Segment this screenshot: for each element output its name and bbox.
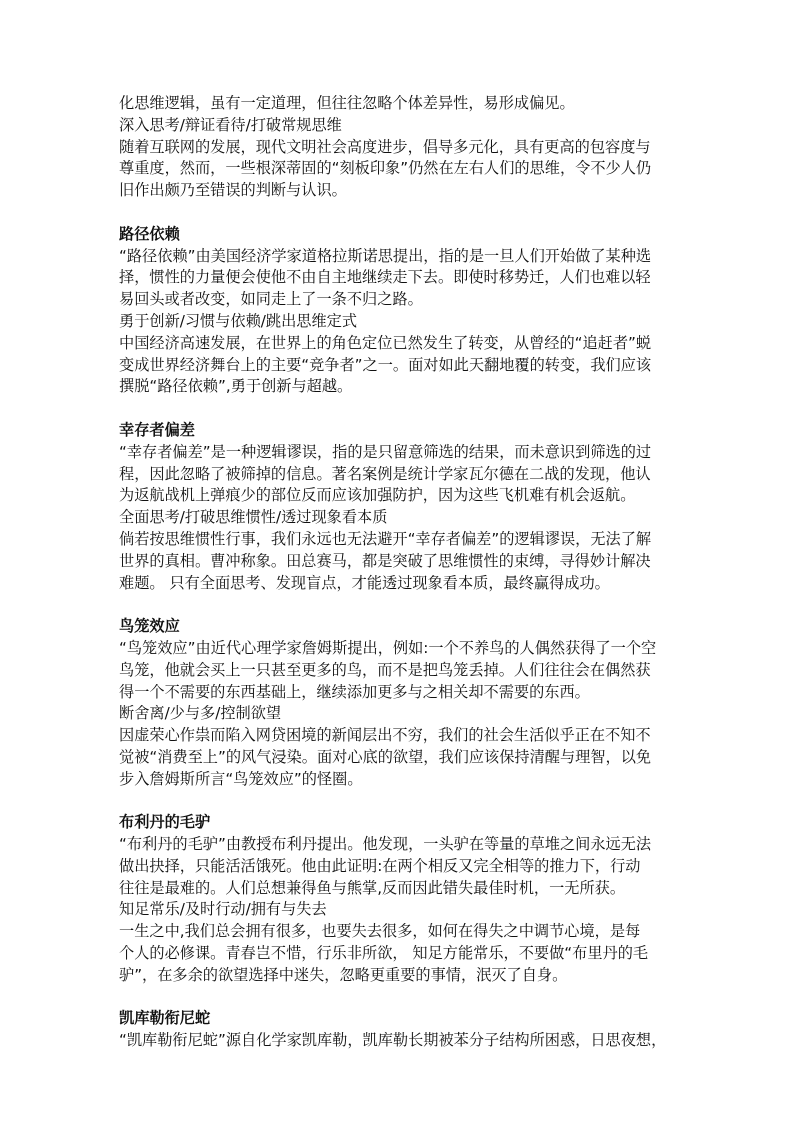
keywords-line: 全面思考/打破思维惯性/透过现象看本质 [119, 508, 388, 527]
text-line: 易回头或者改变，如同走上了一条不归之路。 [119, 290, 423, 309]
text-line: 觉被“消费至上”的风气浸染。面对心底的欲望，我们应该保持清醒与理智，以免 [119, 747, 652, 766]
section-heading: 鸟笼效应 [119, 617, 180, 636]
text-line: 择，惯性的力量便会使他不由自主地继续走下去。即使时移势迁，人们也难以轻 [119, 268, 651, 287]
text-line: “鸟笼效应”由近代心理学家詹姆斯提出，例如:一个不养鸟的人偶然获得了一个空 [119, 638, 657, 657]
text-line: 驴”，在多余的欲望选择中迷失，忽略更重要的事情，泯灭了自身。 [119, 965, 568, 984]
text-line: “布利丹的毛驴”由教授布利丹提出。他发现，一头驴在等量的草堆之间永远无法 [119, 835, 652, 854]
text-line: 化思维逻辑，虽有一定道理，但往往忽略个体差异性，易形成偏见。 [119, 94, 575, 112]
keywords-line: 知足常乐/及时行动/拥有与失去 [119, 900, 327, 919]
text-line: 倘若按思维惯性行事，我们永远也无法避开“幸存者偏差”的逻辑谬误，无法了解 [119, 529, 652, 548]
section-spacer [119, 202, 685, 224]
section-spacer [119, 594, 685, 616]
text-line: “凯库勒衔尼蛇”源自化学家凯库勒，凯库勒长期被苯分子结构所困惑，日思夜想， [119, 1031, 667, 1050]
text-line: 中国经济高速发展，在世界上的角色定位已然发生了转变，从曾经的“追赶者”蜕 [119, 333, 652, 352]
keywords-line: 深入思考/辩证看待/打破常规思维 [119, 115, 342, 134]
section-heading: 幸存者偏差 [119, 420, 195, 439]
text-line: 因虚荣心作祟而陷入网贷困境的新闻层出不穷，我们的社会生活似乎正在不知不 [119, 726, 651, 745]
section-spacer [119, 791, 685, 813]
document-page [119, 93, 685, 1052]
text-line: 变成世界经济舞台上的主要“竞争者”之一。面对如此天翻地覆的转变，我们应该 [119, 355, 652, 374]
section-birdcage-effect [119, 616, 685, 790]
text-line: 程，因此忽略了被筛掉的信息。著名案例是统计学家瓦尔德在二战的发现，他认 [119, 464, 651, 483]
text-line: 一生之中,我们总会拥有很多，也要失去很多，如何在得失之中调节心境，是每 [119, 922, 641, 941]
keywords-line: 断舍离/少与多/控制欲望 [119, 704, 282, 723]
section-heading: 路径依赖 [119, 224, 180, 243]
section-kekule-snake [119, 1008, 685, 1052]
text-line: 做出抉择，只能活活饿死。他由此证明:在两个相反又完全相等的推力下，行动 [119, 856, 641, 875]
section-spacer [119, 398, 685, 420]
section-spacer [119, 987, 685, 1009]
text-line: 个人的必修课。青春岂不惜，行乐非所欲， 知足方能常乐，不要做“布里丹的毛 [119, 944, 649, 963]
text-line: 世界的真相。曹冲称象。田总赛马，都是突破了思维惯性的束缚，寻得妙计解决 [119, 551, 651, 570]
text-line: 难题。 只有全面思考、发现盲点，才能透过现象看本质，最终赢得成功。 [119, 573, 610, 592]
text-line: 随着互联网的发展，现代文明社会高度进步，倡导多元化，具有更高的包容度与 [119, 137, 651, 156]
text-line: 步入詹姆斯所言“鸟笼效应”的怪圈。 [119, 769, 363, 788]
text-line: 得一个不需要的东西基础上，继续添加更多与之相关却不需要的东西。 [119, 682, 590, 701]
text-line: “路径依赖”由美国经济学家道格拉斯诺思提出，指的是一旦人们开始做了某种选 [119, 246, 652, 265]
text-line: 尊重度，然而，一些根深蒂固的“刻板印象”仍然在左右人们的思维，令不少人仍 [119, 159, 652, 178]
intro-section [119, 93, 685, 202]
section-survivorship-bias [119, 420, 685, 594]
text-line: “幸存者偏差”是一种逻辑谬误，指的是只留意筛选的结果，而未意识到筛选的过 [119, 442, 652, 461]
text-line: 撰脱“路径依赖”,勇于创新与超越。 [119, 377, 353, 396]
text-line: 为返航战机上弹痕少的部位反而应该加强防护，因为这些飞机难有机会返航。 [119, 486, 636, 505]
section-heading: 凯库勒衔尼蛇 [119, 1009, 211, 1028]
text-line: 往往是最难的。人们总想兼得鱼与熊掌,反而因此错失最佳时机，一无所获。 [119, 878, 626, 897]
keywords-line: 勇于创新/习惯与依赖/跳出思维定式 [119, 311, 358, 330]
section-buridans-donkey [119, 812, 685, 986]
text-line: 鸟笼，他就会买上一只甚至更多的鸟，而不是把鸟笼丢掉。人们往往会在偶然获 [119, 660, 651, 679]
section-heading: 布利丹的毛驴 [119, 813, 211, 832]
section-path-dependence [119, 224, 685, 398]
text-line: 旧作出颇乃至错误的判断与认识。 [119, 181, 347, 200]
